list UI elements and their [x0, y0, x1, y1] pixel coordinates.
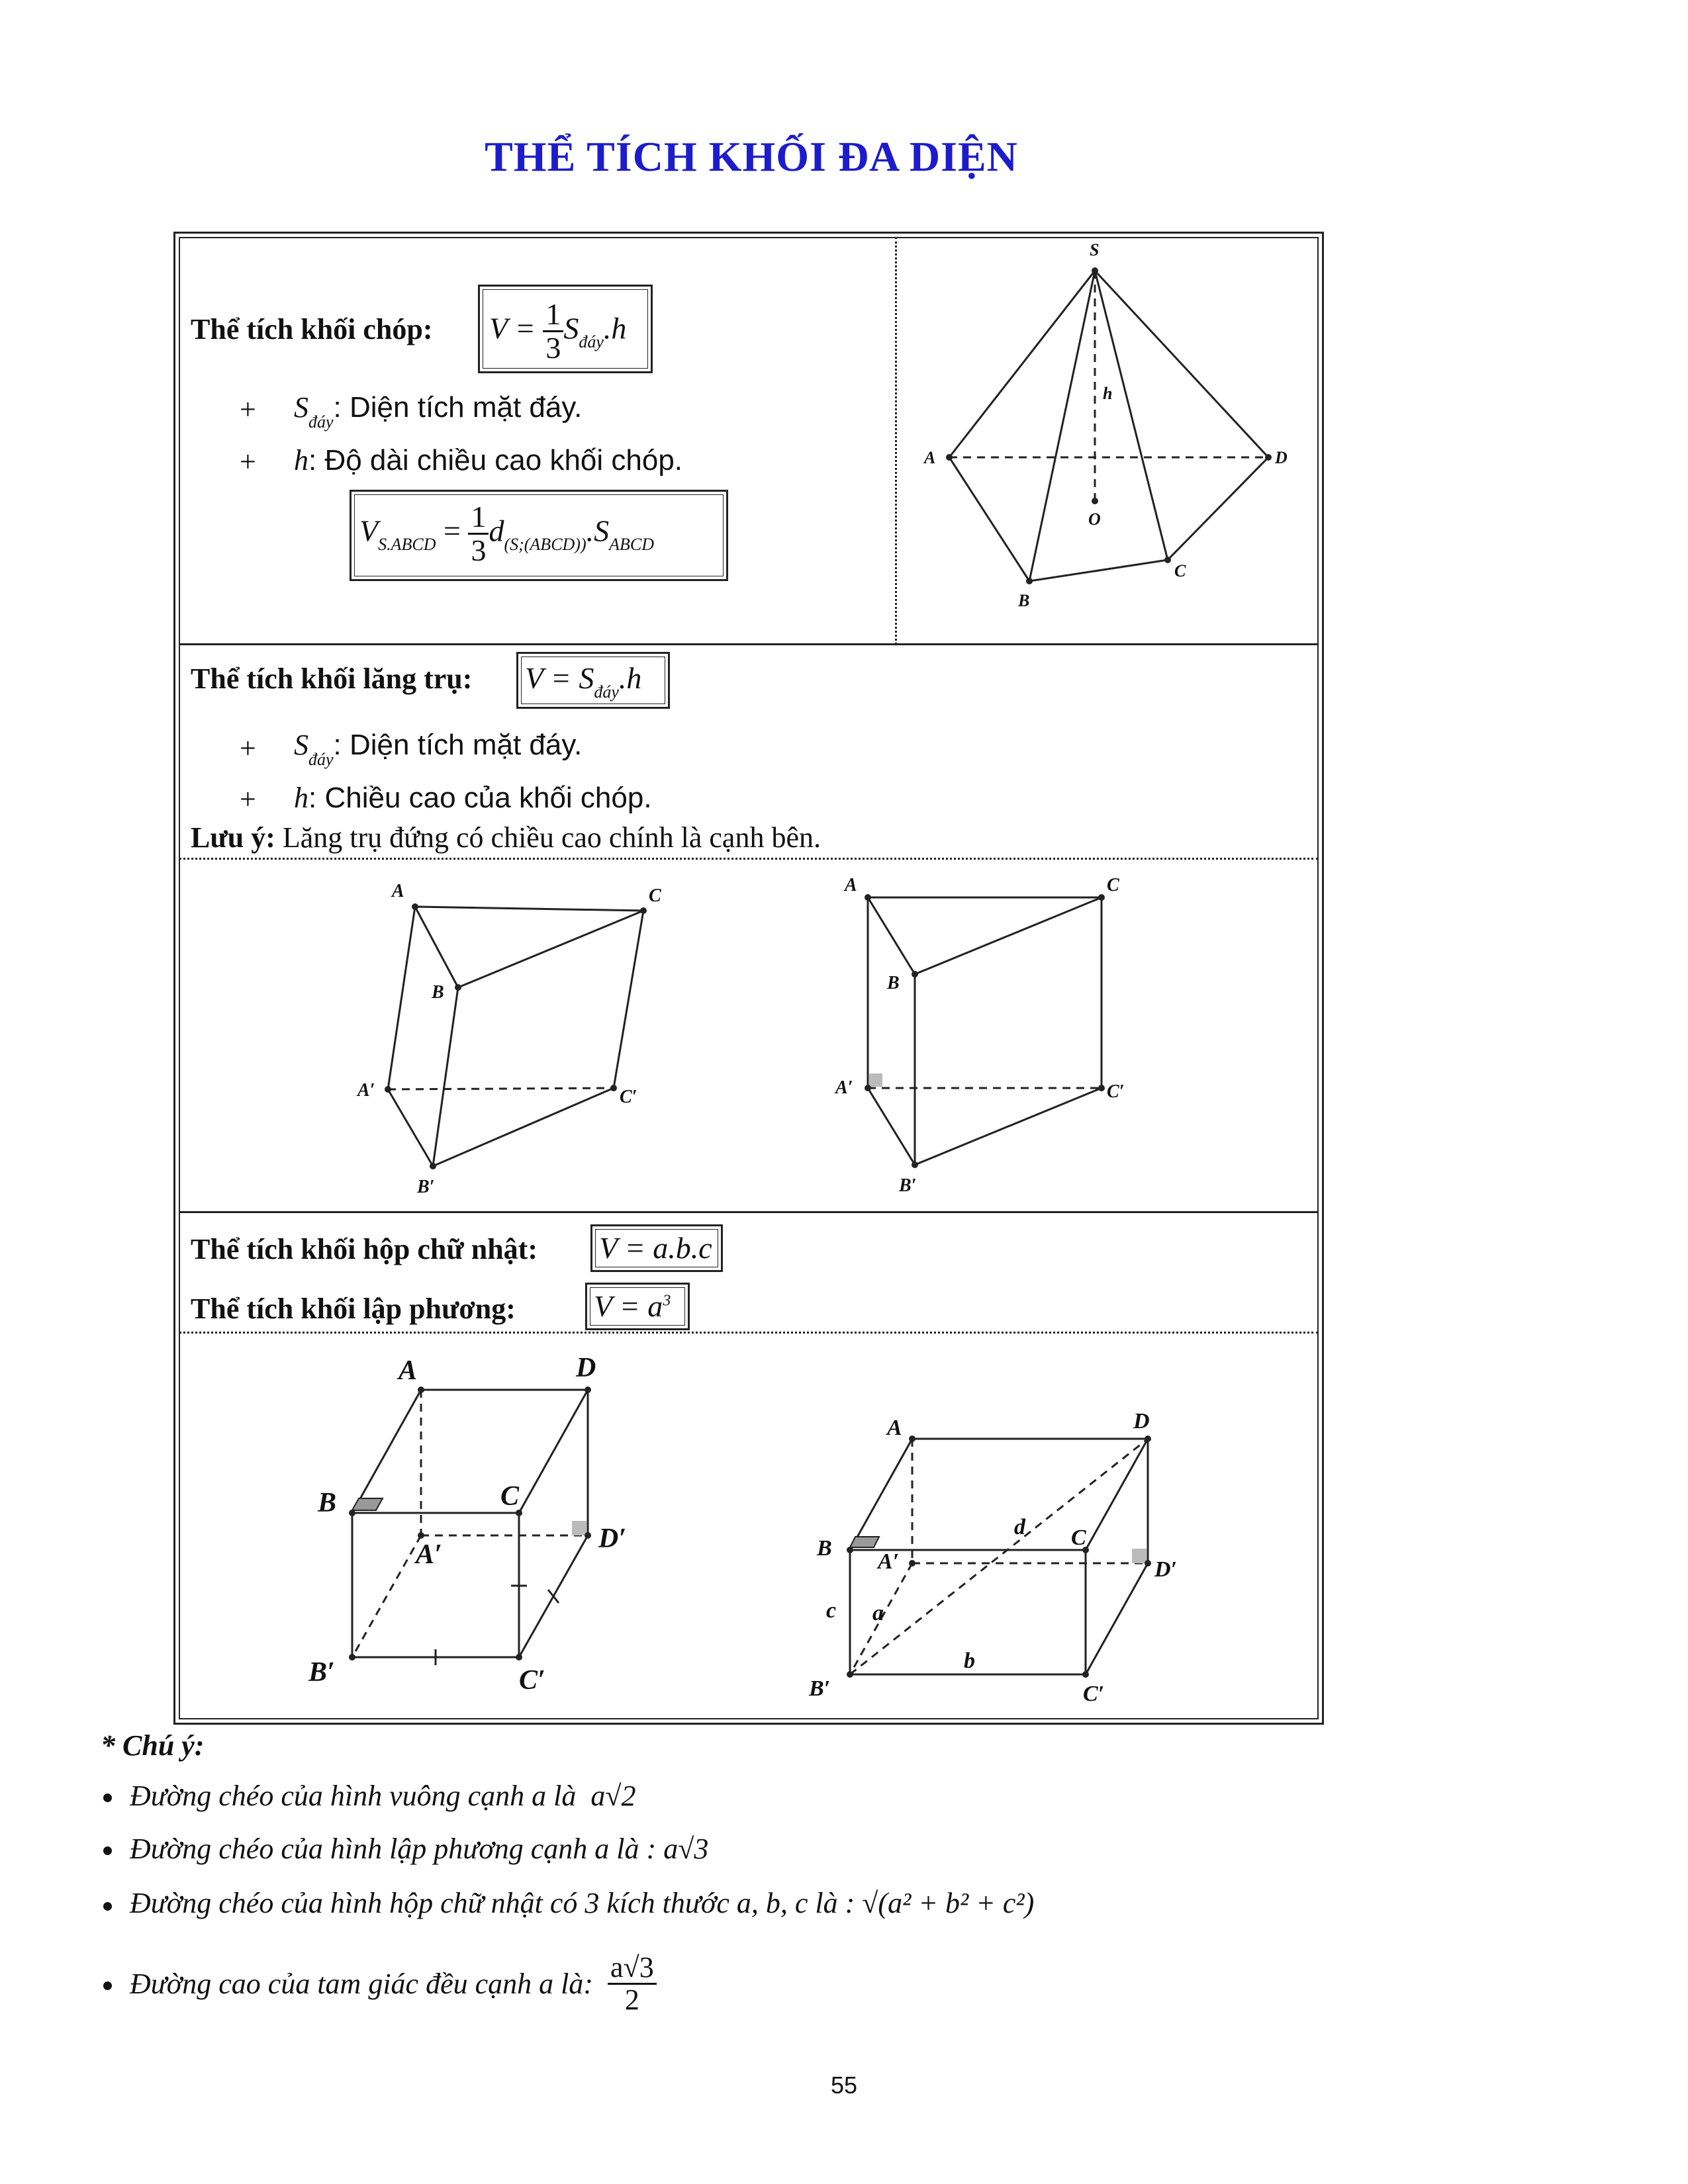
prism-volume-formula: $V = S_{đáy}.h$: [516, 652, 670, 709]
label-B: B: [1018, 591, 1030, 610]
notes-heading: * Chú ý:: [101, 1729, 205, 1762]
label-B1: B′: [417, 1177, 435, 1197]
label-D1: D′: [1154, 1557, 1178, 1582]
label-C: C: [1107, 875, 1119, 895]
label-D: D: [1275, 448, 1288, 467]
label-B: B: [817, 1536, 832, 1561]
bullet: [103, 1902, 112, 1911]
prism-heading: Thể tích khối lăng trụ:: [191, 662, 473, 695]
label-a: a: [872, 1601, 884, 1625]
label-A: A: [887, 1416, 902, 1440]
label-O: O: [1088, 510, 1101, 529]
label-D: D: [576, 1353, 596, 1383]
label-A1: A′: [416, 1539, 442, 1570]
label-B: B: [432, 982, 444, 1003]
note-cube-diagonal: Đường chéo của hình lập phương cạnh a là : a√3: [130, 1833, 709, 1865]
pyramid-divider: [895, 237, 897, 645]
label-B1: B′: [899, 1175, 917, 1196]
label-c: c: [826, 1598, 837, 1623]
right-prism: [868, 897, 1102, 1165]
label-h: h: [1103, 384, 1113, 403]
label-C1: C′: [1083, 1682, 1105, 1706]
pyramid-heading: Thể tích khối chóp:: [191, 313, 433, 345]
prism-figures: [180, 860, 1317, 1210]
label-A: A: [392, 881, 404, 901]
label-A1: A′: [878, 1549, 900, 1574]
label-d: d: [1014, 1515, 1025, 1539]
label-C: C: [1174, 561, 1186, 580]
label-B: B: [887, 973, 900, 993]
oblique-prism: [388, 907, 643, 1166]
note-equilateral-height: Đường cao của tam giác đều cạnh a là: $\frac{a√3}{2}$: [130, 1952, 657, 2015]
label-A: A: [924, 448, 936, 467]
cube-heading: Thể tích khối lập phương:: [191, 1293, 516, 1325]
label-D1: D′: [598, 1524, 627, 1554]
note-square-diagonal: Đường chéo của hình vuông cạnh a là a√2: [130, 1780, 636, 1812]
pyramid-item-height: h: Độ dài chiều cao khối chóp.: [294, 444, 683, 477]
page-title: THỂ TÍCH KHỐI ĐA DIỆN: [485, 133, 1018, 180]
label-A1: A′: [835, 1077, 853, 1098]
section-divider-dotted: [179, 858, 1319, 860]
bullet: [103, 1794, 112, 1802]
prism-item-height: h: Chiều cao của khối chóp.: [294, 782, 652, 814]
section-divider: [179, 1211, 1319, 1213]
prism-note: Lưu ý: Lăng trụ đứng có chiều cao chính là cạnh bên.: [191, 821, 821, 854]
label-C1: C′: [519, 1665, 545, 1696]
edge-SD: [1095, 271, 1268, 457]
section-divider-dotted: [179, 1332, 1319, 1334]
edge-CD: [1168, 457, 1268, 560]
label-C: C: [649, 886, 661, 906]
edge-SA: [949, 271, 1095, 457]
bullet: [103, 1846, 112, 1855]
edge-AB: [949, 457, 1029, 581]
label-B: B: [318, 1488, 337, 1518]
note-box-diagonal: Đường chéo của hình hộp chữ nhật có 3 kích thước a, b, c là : √(a² + b² + c²): [130, 1887, 1035, 1919]
pyramid-volume-formula-sabcd: $V_{S.ABCD}$ = $\frac{1}{3}$ $d_{(S;(ABCD))}.S_{ABCD}$: [350, 490, 728, 581]
edge-SC: [1095, 271, 1168, 560]
label-A: A: [845, 875, 857, 895]
label-A1: A′: [357, 1080, 375, 1101]
label-B1: B′: [308, 1657, 335, 1688]
cube-volume-formula: $V = a^3$: [585, 1283, 690, 1330]
label-C1: C′: [1107, 1081, 1125, 1102]
label-D: D: [1133, 1409, 1150, 1433]
label-C: C: [1071, 1525, 1086, 1550]
edge-BC: [1029, 560, 1168, 581]
label-C: C: [500, 1481, 520, 1512]
pyramid-volume-formula: V = $\frac{1}{3}$ $S_{đáy}.h$: [478, 285, 653, 373]
pyramid-figure: [900, 238, 1317, 642]
page-number: 55: [830, 2071, 858, 2099]
pyramid-item-base-area: $S_{đáy}$: Diện tích mặt đáy.: [294, 391, 583, 432]
label-b: b: [964, 1649, 975, 1673]
label-A: A: [399, 1355, 418, 1386]
label-S: S: [1090, 240, 1100, 259]
bullet: [103, 1981, 112, 1990]
box-volume-formula: V = a.b.c: [590, 1224, 723, 1272]
prism-item-base-area: $S_{đáy}$: Diện tích mặt đáy.: [294, 729, 583, 769]
label-C1: C′: [620, 1087, 637, 1107]
cube-figure: [352, 1390, 588, 1665]
label-B1: B′: [809, 1676, 831, 1701]
box-heading: Thể tích khối hộp chữ nhật:: [191, 1233, 538, 1265]
box-figures: [180, 1334, 1317, 1718]
section-divider: [179, 643, 1319, 645]
edge-SB: [1029, 271, 1095, 581]
